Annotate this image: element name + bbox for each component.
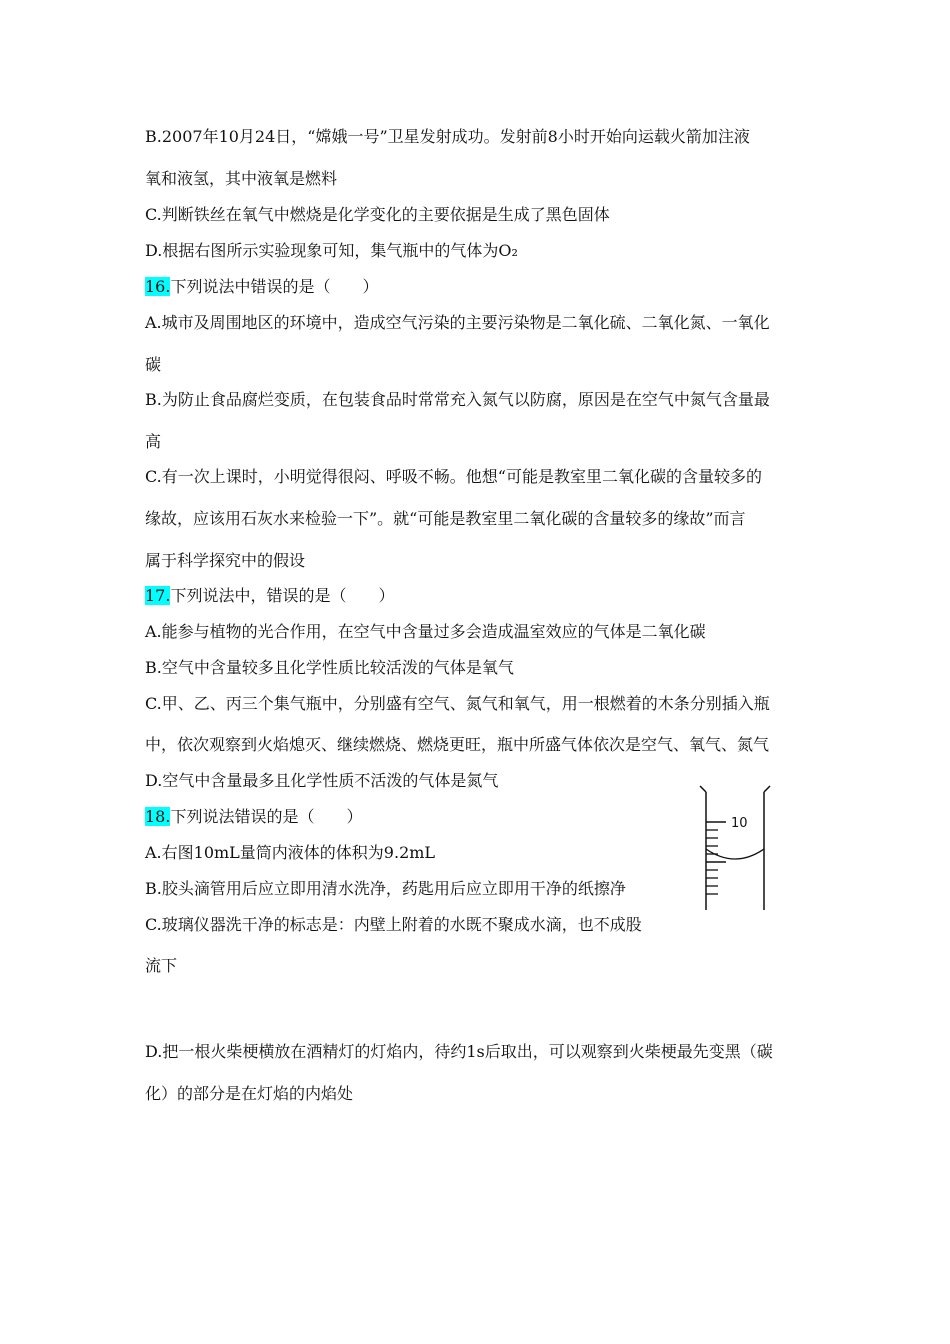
line-18b: B.胶头滴管用后应立即用清水洗净，药匙用后应立即用干净的纸擦净 [145,879,626,898]
scale-label-10: 10 [731,816,748,831]
line-17c: C.甲、乙、丙三个集气瓶中，分别盛有空气、氮气和氧气，用一根燃着的木条分别插入瓶 [145,694,770,713]
line-16c-cont2: 属于科学探究中的假设 [145,551,306,570]
question-number: 18. [145,807,171,826]
cylinder-rim-right [764,786,770,792]
line-15d: D.根据右图所示实验现象可知，集气瓶中的气体为O₂ [145,241,518,260]
line-16a-cont: 碳 [145,355,162,374]
question-stem: 下列说法中错误的是（ ） [170,277,379,296]
question-17 [145,586,394,606]
line-15b-cont: 氧和液氢，其中液氧是燃料 [145,169,338,188]
question-18 [145,807,362,827]
line-16a: A.城市及周围地区的环境中，造成空气污染的主要污染物是二氧化硫、二氧化氮、一氧化 [145,313,770,332]
line-18d-cont: 化）的部分是在灯焰的内焰处 [145,1084,354,1103]
question-stem: 下列说法中，错误的是（ ） [170,586,395,605]
line-16b-cont: 高 [145,432,162,451]
graduated-cylinder-figure [698,783,778,913]
line-18d: D.把一根火柴梗横放在酒精灯的灯焰内，待约1s后取出，可以观察到火柴梗最先变黑（碳 [145,1042,773,1061]
line-17c-cont: 中，依次观察到火焰熄灭、继续燃烧、燃烧更旺，瓶中所盛气体依次是空气、氧气、氮气 [145,735,770,754]
line-17a: A.能参与植物的光合作用，在空气中含量过多会造成温室效应的气体是二氧化碳 [145,622,706,641]
question-16 [145,277,378,297]
line-17d: D.空气中含量最多且化学性质不活泼的气体是氮气 [145,771,499,790]
line-16c: C.有一次上课时，小明觉得很闷、呼吸不畅。他想“可能是教室里二氧化碳的含量较多的 [145,467,762,486]
question-stem: 下列说法错误的是（ ） [170,807,363,826]
question-number: 16. [145,277,171,296]
line-15b: B.2007年10月24日，“嫦娥一号”卫星发射成功。发射前8小时开始向运载火箭加注液 [145,127,750,146]
line-16b: B.为防止食品腐烂变质，在包装食品时常常充入氮气以防腐，原因是在空气中氮气含量最 [145,390,770,409]
line-18c-cont: 流下 [145,956,178,975]
line-18c: C.玻璃仪器洗干净的标志是：内壁上附着的水既不聚成水滴，也不成股 [145,915,642,934]
question-number: 17. [145,586,171,605]
cylinder-rim-left [700,786,706,792]
line-16c-cont1: 缘故，应该用石灰水来检验一下”。就“可能是教室里二氧化碳的含量较多的缘故”而言 [145,509,746,528]
line-17b: B.空气中含量较多且化学性质比较活泼的气体是氧气 [145,658,514,677]
liquid-meniscus [706,849,764,859]
line-15c: C.判断铁丝在氧气中燃烧是化学变化的主要依据是生成了黑色固体 [145,205,610,224]
line-18a: A.右图10mL量筒内液体的体积为9.2mL [145,843,436,862]
